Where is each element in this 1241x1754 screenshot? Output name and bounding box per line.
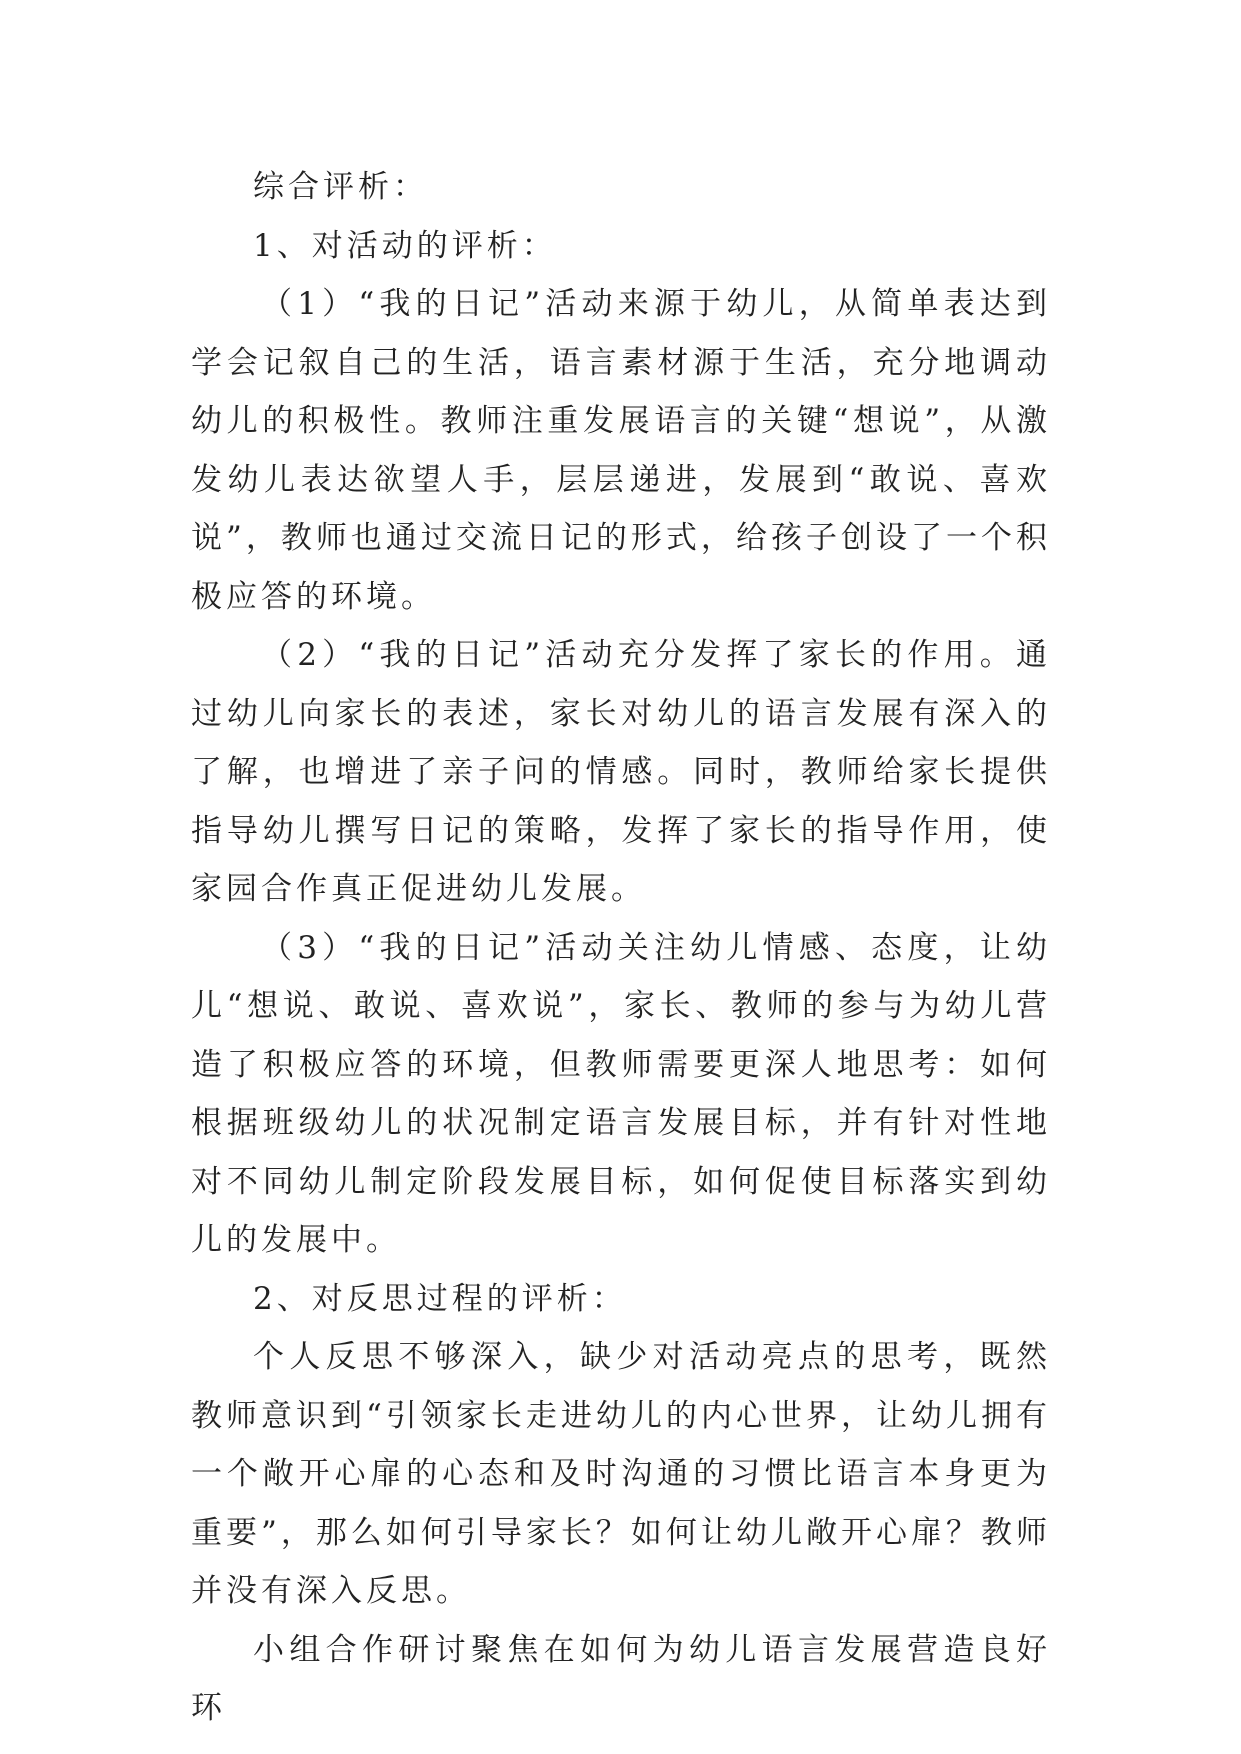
section-title-reflection-review: 2、对反思过程的评析： [253, 1280, 627, 1317]
paragraph-activity-point-3: （3）“我的日记”活动关注幼儿情感、态度，让幼儿“想说、敢说、喜欢说”，家长、教师的参与为幼儿营造了积极应答的环境，但教师需要更深人地思考：如何根据班级幼儿的状况制定语言发展目标，并有针对性地对不同幼儿制定阶段发展目标，如何促使目标落实到幼儿的发展中。 [191, 929, 1051, 1258]
paragraph-group-discussion: 小组合作研讨聚焦在如何为幼儿语言发展营造良好环 [191, 1631, 1051, 1726]
section-title-activity-review: 1、对活动的评析： [253, 227, 557, 264]
paragraph-activity-point-2: （2）“我的日记”活动充分发挥了家长的作用。通过幼儿向家长的表述，家长对幼儿的语言发展有深入的了解，也增进了亲子问的情感。同时，教师给家长提供指导幼儿撰写日记的策略，发挥了家长的指导作用，使家园合作真正促进幼儿发展。 [191, 637, 1051, 907]
document-body [191, 158, 1051, 1738]
paragraph-activity-point-1: （1）“我的日记”活动来源于幼儿，从简单表达到学会记叙自己的生活，语言素材源于生活，充分地调动幼儿的积极性。教师注重发展语言的关键“想说”，从激发幼儿表达欲望人手，层层递进，发展到“敢说、喜欢说”，教师也通过交流日记的形式，给孩子创设了一个积极应答的环境。 [191, 286, 1051, 615]
heading-comprehensive-review: 综合评析： [253, 169, 428, 205]
paragraph-reflection: 个人反思不够深入，缺少对活动亮点的思考，既然教师意识到“引领家长走进幼儿的内心世界，让幼儿拥有一个敞开心扉的心态和及时沟通的习惯比语言本身更为重要”，那么如何引导家长？如何让幼儿敞开心扉？教师并没有深入反思。 [191, 1339, 1051, 1609]
